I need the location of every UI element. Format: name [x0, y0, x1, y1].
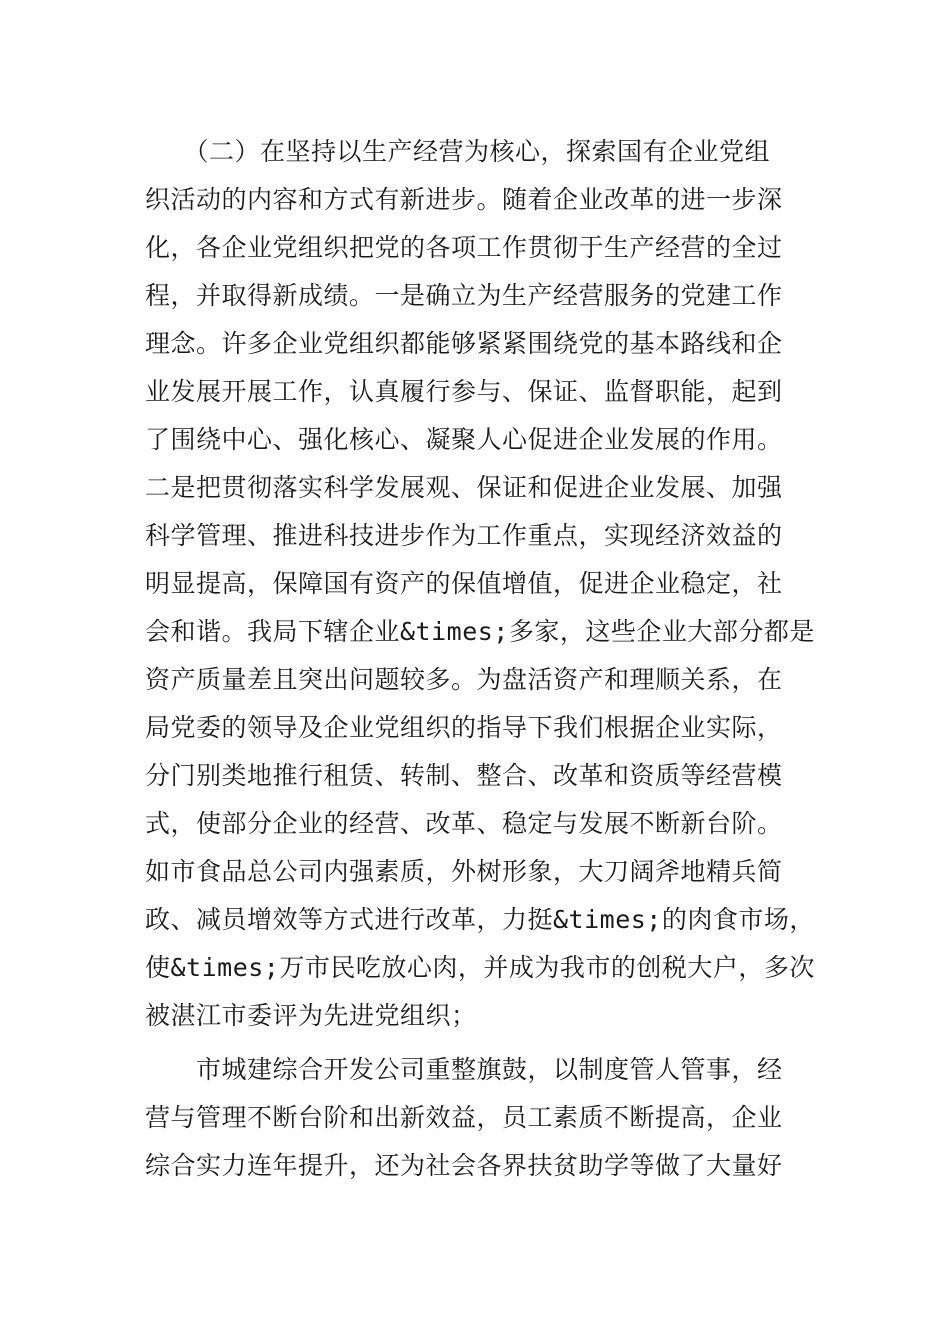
text-line-13: 局党委的领导及企业党组织的指导下我们根据企业实际， — [145, 713, 783, 742]
text-line-20: 市城建综合开发公司重整旗鼓，以制度管人管事，经 — [145, 1055, 783, 1084]
text-line-8: 二是把贯彻落实科学发展观、保证和促进企业发展、加强 — [145, 473, 783, 502]
text-line-16: 如市食品总公司内强素质，外树形象，大刀阔斧地精兵简 — [145, 857, 783, 886]
text-line-12: 资产质量差且突出问题较多。为盘活资产和理顺关系，在 — [145, 665, 783, 694]
text-line-15: 式，使部分企业的经营、改革、稳定与发展不断新台阶。 — [145, 809, 783, 838]
text-line-10: 明显提高，保障国有资产的保值增值，促进企业稳定，社 — [145, 569, 783, 598]
text-line-6: 业发展开展工作，认真履行参与、保证、监督职能，起到 — [145, 377, 783, 406]
text-line-21: 营与管理不断台阶和出新效益，员工素质不断提高，企业 — [145, 1103, 783, 1132]
text-line-14: 分门别类地推行租赁、转制、整合、改革和资质等经营模 — [145, 761, 783, 790]
text-line-5: 理念。许多企业党组织都能够紧紧围绕党的基本路线和企 — [145, 329, 783, 358]
text-line-17: 政、减员增效等方式进行改革，力挺&times;的肉食市场， — [145, 905, 815, 934]
text-line-19: 被湛江市委评为先进党组织； — [145, 1001, 477, 1030]
text-line-22: 综合实力连年提升，还为社会各界扶贫助学等做了大量好 — [145, 1151, 783, 1180]
text-line-11: 会和谐。我局下辖企业&times;多家，这些企业大部分都是 — [145, 617, 815, 646]
text-line-18: 使&times;万市民吃放心肉，并成为我市的创税大户，多次 — [145, 953, 815, 982]
text-line-1: （二）在坚持以生产经营为核心，探索国有企业党组 — [145, 137, 771, 166]
text-line-9: 科学管理、推进科技进步作为工作重点，实现经济效益的 — [145, 521, 783, 550]
text-line-2: 织活动的内容和方式有新进步。随着企业改革的进一步深 — [145, 185, 783, 214]
text-line-7: 了围绕中心、强化核心、凝聚人心促进企业发展的作用。 — [145, 425, 783, 454]
text-line-4: 程，并取得新成绩。一是确立为生产经营服务的党建工作 — [145, 281, 783, 310]
text-line-3: 化，各企业党组织把党的各项工作贯彻于生产经营的全过 — [145, 233, 783, 262]
